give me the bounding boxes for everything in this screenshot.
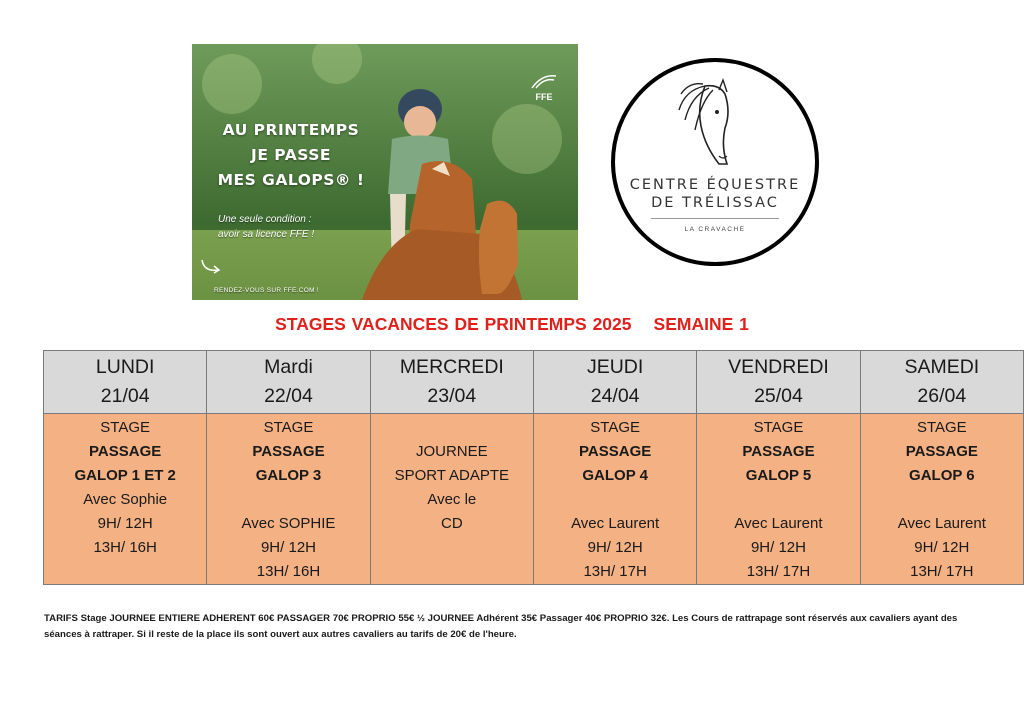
day-header	[697, 351, 860, 414]
day-cell	[533, 414, 696, 585]
ffe-logo	[530, 72, 558, 102]
cell-line: GALOP 4	[582, 467, 648, 484]
cell-line	[861, 488, 1023, 512]
poster-condition	[218, 212, 368, 242]
horse-head-icon	[675, 76, 755, 171]
cell-line: Avec Laurent	[571, 515, 660, 532]
day-date: 25/04	[754, 385, 803, 407]
cell-line: 9H/ 12H	[260, 539, 316, 556]
day-cell	[860, 414, 1023, 585]
club-name	[615, 176, 815, 212]
cell-line: CD	[440, 515, 463, 532]
ffe-horse-icon	[530, 72, 558, 90]
day-cell	[207, 414, 370, 585]
page-title	[0, 314, 1024, 335]
cell-line: PASSAGE	[89, 443, 162, 460]
day-header	[370, 351, 533, 414]
curved-arrow-icon	[200, 256, 224, 276]
cell-line	[207, 488, 369, 512]
logo-divider	[651, 218, 779, 219]
cell-line: Avec Sophie	[83, 491, 168, 508]
cell-line: GALOP 6	[909, 467, 975, 484]
day-cell	[44, 414, 207, 585]
day-name: JEUDI	[586, 356, 644, 378]
club-subtitle: LA CRAVACHE	[684, 226, 746, 233]
day-name: MERCREDI	[399, 356, 504, 378]
day-name: LUNDI	[95, 356, 155, 378]
cell-line: PASSAGE	[742, 443, 815, 460]
schedule-body-row	[44, 414, 1024, 585]
cell-line: STAGE	[263, 419, 314, 436]
day-name: VENDREDI	[728, 356, 829, 378]
cell-line: GALOP 3	[255, 467, 322, 484]
poster-headline-line: MES GALOPS® !	[217, 171, 365, 189]
cell-line: STAGE	[753, 419, 804, 436]
schedule-table	[43, 350, 1024, 585]
cell-line	[697, 488, 859, 512]
cell-line: SPORT ADAPTE	[394, 467, 510, 484]
day-header	[207, 351, 370, 414]
day-header	[533, 351, 696, 414]
cell-line: STAGE	[100, 419, 151, 436]
cell-line: 13H/ 16H	[256, 563, 321, 580]
day-date: 22/04	[264, 385, 313, 407]
schedule-header-row	[44, 351, 1024, 414]
cell-line: 13H/ 17H	[583, 563, 647, 580]
day-name: SAMEDI	[904, 356, 980, 378]
cell-line: Avec le	[427, 491, 477, 508]
day-header	[44, 351, 207, 414]
club-logo	[611, 58, 819, 266]
poster-headline-line: JE PASSE	[251, 146, 331, 164]
poster-footer: RENDEZ-VOUS SUR FFE.COM !	[214, 287, 320, 294]
cell-line: GALOP 5	[745, 467, 812, 484]
ffe-label: FFE	[535, 92, 553, 102]
day-date: 24/04	[590, 385, 640, 407]
day-cell	[697, 414, 860, 585]
cell-line: 13H/ 16H	[93, 539, 157, 556]
poster-headline-line: AU PRINTEMPS	[222, 121, 360, 139]
title-week: SEMAINE 1	[653, 314, 749, 334]
cell-line: STAGE	[590, 419, 641, 436]
day-date: 21/04	[100, 385, 150, 407]
cell-line: Avec SOPHIE	[241, 515, 336, 532]
title-main: STAGES VACANCES DE PRINTEMPS 2025	[275, 314, 632, 334]
cell-line: JOURNEE	[415, 443, 488, 460]
cell-line: GALOP 1 ET 2	[74, 467, 176, 484]
cell-line: 9H/ 12H	[750, 539, 806, 556]
day-date: 23/04	[427, 385, 477, 407]
cell-line: 9H/ 12H	[587, 539, 643, 556]
poster-headline	[206, 118, 376, 193]
promo-poster	[192, 44, 578, 300]
cell-line: Avec Laurent	[734, 515, 823, 532]
cell-line	[534, 488, 696, 512]
club-name-line: CENTRE ÉQUESTRE	[629, 177, 801, 193]
poster-condition-line: Une seule condition :	[218, 214, 312, 225]
day-date: 26/04	[917, 385, 967, 407]
cell-line: 9H/ 12H	[97, 515, 153, 532]
poster-condition-line: avoir sa licence FFE !	[218, 229, 315, 240]
day-header	[860, 351, 1023, 414]
cell-line: PASSAGE	[252, 443, 325, 460]
day-name: Mardi	[264, 356, 313, 378]
cell-line: PASSAGE	[905, 443, 978, 460]
cell-line: 13H/ 17H	[910, 563, 974, 580]
cell-line: Avec Laurent	[897, 515, 986, 532]
cell-line: 9H/ 12H	[914, 539, 970, 556]
club-name-line: DE TRÉLISSAC	[651, 195, 779, 211]
tarifs-note: TARIFS Stage JOURNEE ENTIERE ADHERENT 60€ PASSAGER 70€ PROPRIO 55€ ½ JOURNEE Adhérent 35€ Passager 40€ PROPRIO 32€. Les Cours de rattrapage sont réservés aux cavaliers ayant des séances à rattraper. Si il reste de la place ils sont ouvert aux autres cavaliers au tarifs de 20€ de l'heure.	[44, 613, 958, 640]
cell-line: STAGE	[916, 419, 967, 436]
cell-line: 13H/ 17H	[746, 563, 811, 580]
cell-line: PASSAGE	[579, 443, 652, 460]
day-cell	[370, 414, 533, 585]
cell-line	[371, 416, 533, 440]
